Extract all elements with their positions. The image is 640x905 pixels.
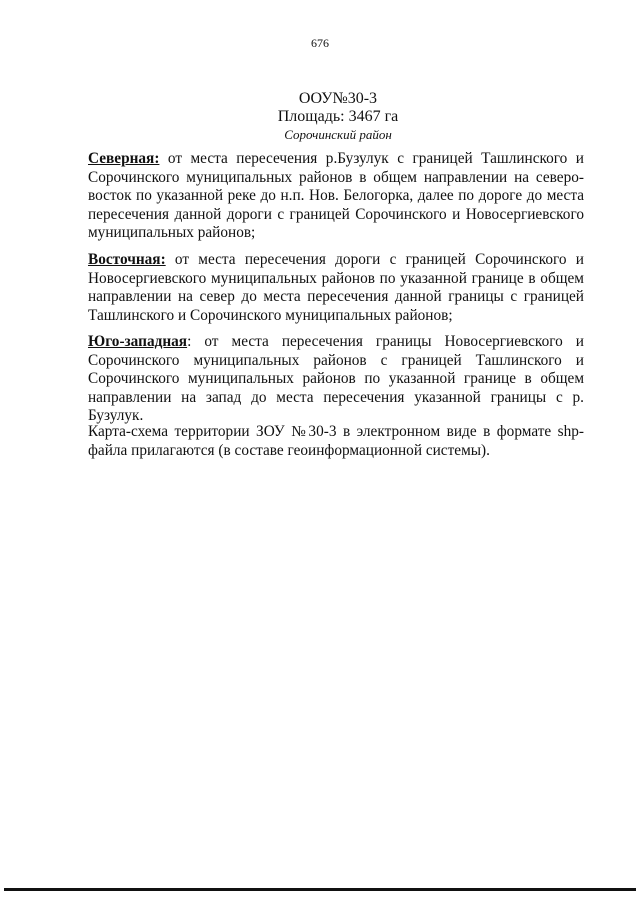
boundary-east-label: Восточная:: [88, 251, 166, 268]
boundary-southwest: [88, 333, 584, 426]
zone-code: ООУ№30-3: [298, 90, 378, 107]
boundary-north-text: от места пересечения р.Бузулук с границей Ташлинского и Сорочинского муниципальных районов в общем направлении на северо-восток по указанной реке до н.п. Нов. Белогорка, далее по дороге до места пересечения данной дороги с границей Сорочинского и Новосергиевского муниципальных районов;: [88, 150, 584, 241]
boundary-east-text: от места пересечения дороги с границей Сорочинского и Новосергиевского муниципальных районов по указанной границе в общем направлении на север до места пересечения данной границы с границей Ташлинского и Сорочинского муниципальных районов;: [88, 251, 584, 324]
document-header: [0, 90, 640, 144]
footer-divider: [4, 888, 636, 891]
boundary-north: [88, 150, 584, 243]
page-number: 676: [311, 36, 329, 50]
map-note: Карта-схема территории ЗОУ №30-3 в электронном виде в формате shp-файла прилагаются (в составе геоинформационной системы).: [88, 423, 584, 459]
boundary-southwest-text: : от места пересечения границы Новосергиевского и Сорочинского муниципальных районов с границей Ташлинского и Сорочинского муниципальных районов по указанной границе в общем направлении на запад до места пересечения указанной границы с р. Бузулук.: [88, 333, 584, 424]
boundary-southwest-label: Юго-западная: [88, 333, 188, 350]
zone-area: Площадь: 3467 га: [277, 108, 399, 125]
boundary-east: [88, 251, 584, 325]
boundary-north-label: Северная:: [88, 150, 160, 167]
district-name: Сорочинский район: [284, 127, 392, 142]
